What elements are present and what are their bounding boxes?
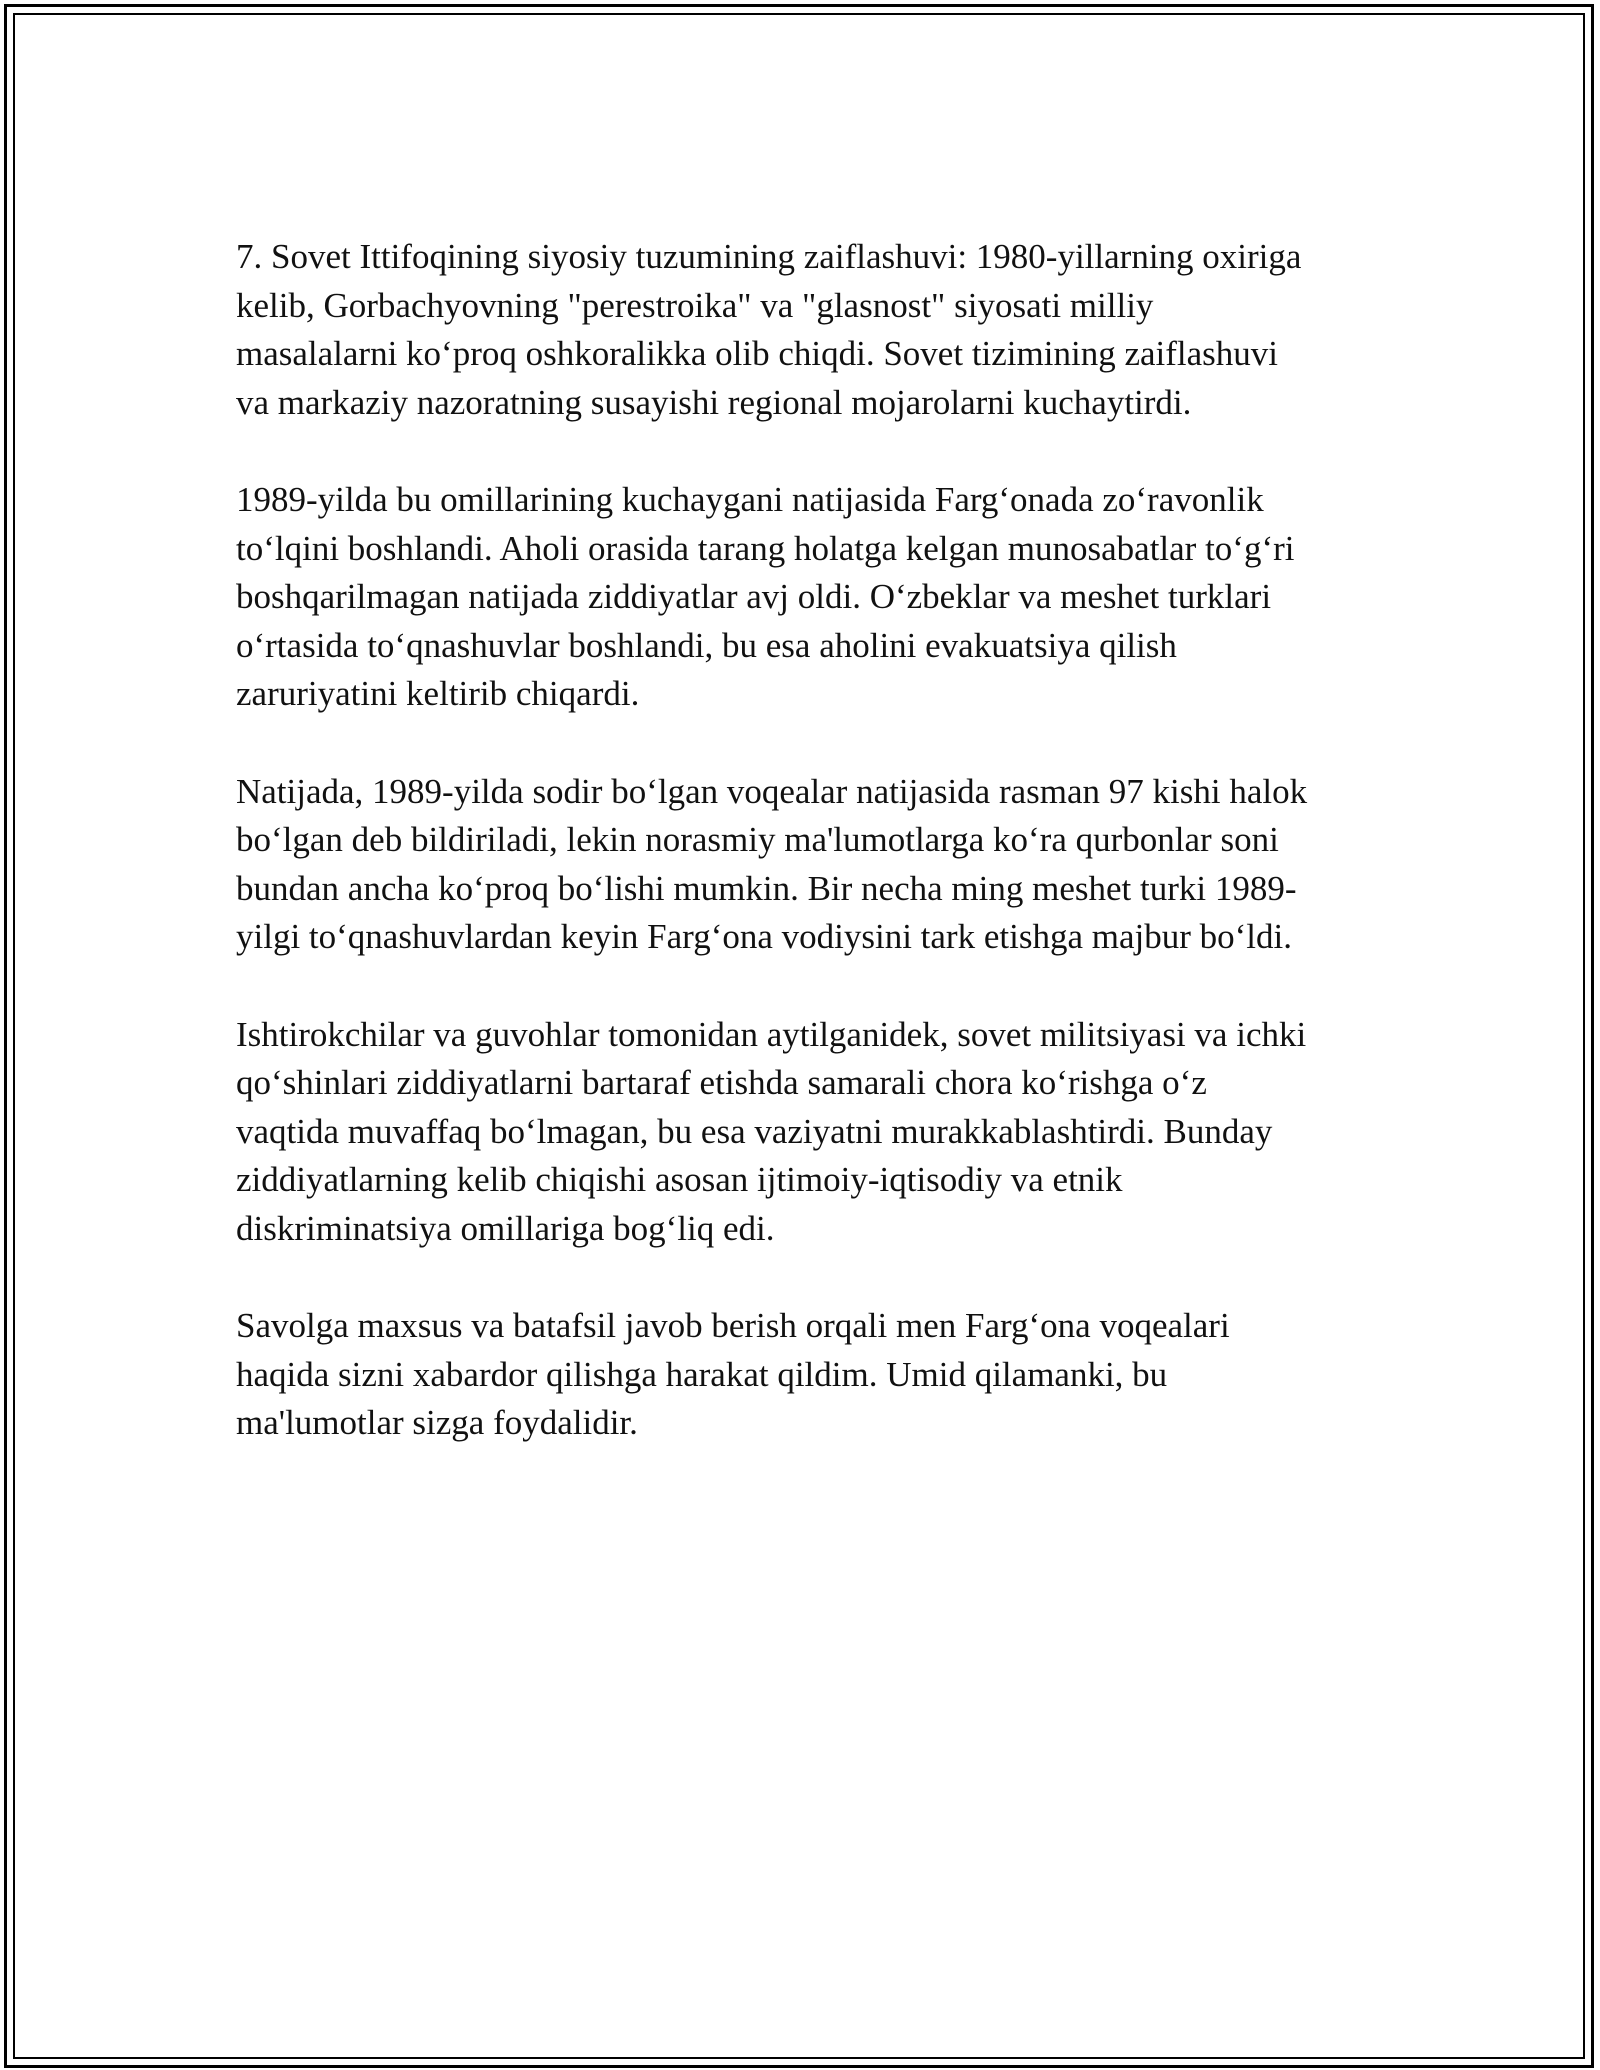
text-line: yilgi to‘qnashuvlardan keyin Farg‘ona vodiysini tark etishga majbur bo‘ldi. bbox=[236, 917, 1292, 957]
document-body bbox=[236, 233, 1376, 1448]
text-line: haqida sizni xabardor qilishga harakat qildim. Umid qilamanki, bu bbox=[236, 1354, 1168, 1394]
paragraph-casualties bbox=[236, 768, 1376, 962]
text-line: boshqarilmagan natijada ziddiyatlar avj oldi. O‘zbeklar va meshet turklari bbox=[236, 577, 1272, 617]
paragraph-witnesses bbox=[236, 1011, 1376, 1254]
text-line: 1989-yilda bu omillarining kuchaygani natijasida Farg‘onada zo‘ravonlik bbox=[236, 479, 1264, 519]
text-line: va markaziy nazoratning susayishi regional mojarolarni kuchaytirdi. bbox=[236, 382, 1192, 422]
text-line: Savolga maxsus va batafsil javob berish orqali men Farg‘ona voqealari bbox=[236, 1306, 1230, 1346]
text-line: Natijada, 1989-yilda sodir bo‘lgan voqealar natijasida rasman 97 kishi halok bbox=[236, 771, 1308, 811]
text-line: vaqtida muvaffaq bo‘lmagan, bu esa vaziyatni murakkablashtirdi. Bunday bbox=[236, 1111, 1273, 1151]
text-line: kelib, Gorbachyovning "perestroika" va "glasnost" siyosati milliy bbox=[236, 285, 1154, 325]
text-line: ma'lumotlar sizga foydalidir. bbox=[236, 1403, 638, 1443]
text-line: 7. Sovet Ittifoqining siyosiy tuzumining zaiflashuvi: 1980-yillarning oxiriga bbox=[236, 237, 1302, 276]
paragraph-violence-1989 bbox=[236, 476, 1376, 719]
paragraph-soviet-weakening bbox=[236, 233, 1376, 427]
text-line: bo‘lgan deb bildiriladi, lekin norasmiy ma'lumotlarga ko‘ra qurbonlar soni bbox=[236, 820, 1279, 860]
text-line: qo‘shinlari ziddiyatlarni bartaraf etishda samarali chora ko‘rishga o‘z bbox=[236, 1063, 1207, 1103]
text-line: o‘rtasida to‘qnashuvlar boshlandi, bu esa aholini evakuatsiya qilish bbox=[236, 625, 1177, 665]
text-line: ziddiyatlarning kelib chiqishi asosan ijtimoiy-iqtisodiy va etnik bbox=[236, 1160, 1123, 1200]
text-line: Ishtirokchilar va guvohlar tomonidan aytilganidek, sovet militsiyasi va ichki bbox=[236, 1014, 1307, 1054]
text-line: zaruriyatini keltirib chiqardi. bbox=[236, 674, 640, 714]
text-line: bundan ancha ko‘proq bo‘lishi mumkin. Bir necha ming meshet turki 1989- bbox=[236, 868, 1297, 908]
text-line: to‘lqini boshlandi. Aholi orasida tarang holatga kelgan munosabatlar to‘g‘ri bbox=[236, 528, 1295, 568]
text-line: masalalarni ko‘proq oshkoralikka olib chiqdi. Sovet tizimining zaiflashuvi bbox=[236, 334, 1279, 374]
paragraph-conclusion bbox=[236, 1302, 1376, 1448]
text-line: diskriminatsiya omillariga bog‘liq edi. bbox=[236, 1208, 775, 1248]
